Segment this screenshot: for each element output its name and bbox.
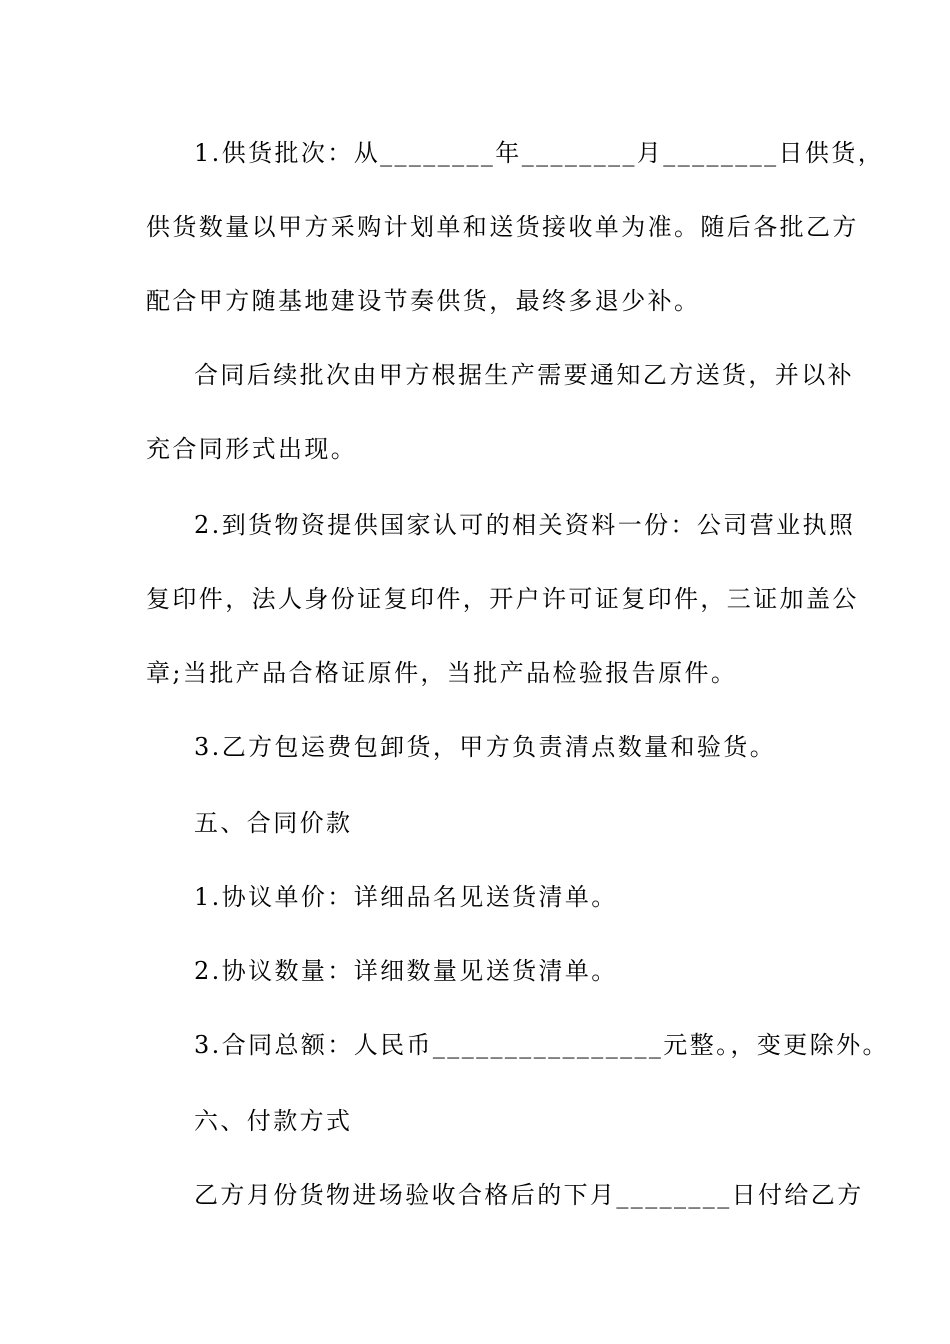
- text-line: 复印件，法人身份证复印件，开户许可证复印件，三证加盖公: [146, 585, 859, 613]
- section-heading-price: 五、合同价款: [194, 809, 353, 837]
- section-heading-payment: 六、付款方式: [194, 1107, 353, 1135]
- text-line: 章;当批产品合格证原件，当批产品检验报告原件。: [146, 659, 738, 687]
- text-line-delivery: 3.乙方包运费包卸货，甲方负责清点数量和验货。: [194, 733, 777, 761]
- text-line: 合同后续批次由甲方根据生产需要通知乙方送货，并以补: [194, 361, 854, 389]
- text-line: 配合甲方随基地建设节奏供货，最终多退少补。: [146, 287, 701, 315]
- text-line-unit-price: 1.协议单价：详细品名见送货清单。: [194, 883, 618, 911]
- text-line: 供货数量以甲方采购计划单和送货接收单为准。随后各批乙方: [146, 213, 859, 241]
- text-line-quantity: 2.协议数量：详细数量见送货清单。: [194, 957, 618, 985]
- text-line-payment: 乙方月份货物进场验收合格后的下月________日付给乙方: [194, 1181, 864, 1209]
- text-line-documents: 2.到货物资提供国家认可的相关资料一份：公司营业执照: [194, 511, 856, 539]
- text-line: 充合同形式出现。: [146, 435, 358, 463]
- text-line-supply-batch: 1.供货批次：从________年________月________日供货，: [194, 139, 885, 167]
- text-line-total: 3.合同总额：人民币________________元整。，变更除外。: [194, 1031, 889, 1059]
